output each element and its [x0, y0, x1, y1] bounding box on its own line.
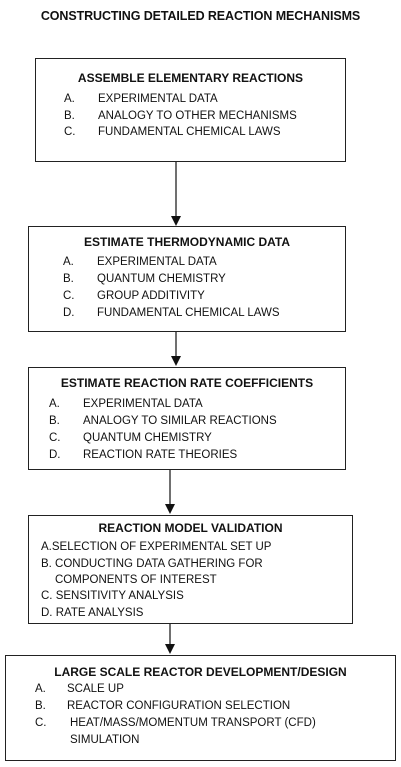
arrow-1 — [171, 162, 181, 226]
list-item: B. CONDUCTING DATA GATHERING FOR — [41, 558, 263, 570]
list-item: D. FUNDAMENTAL CHEMICAL LAWS — [63, 307, 280, 319]
box-title: ESTIMATE REACTION RATE COEFFICIENTS — [60, 376, 314, 390]
arrow-3 — [165, 470, 175, 514]
list-item: C. GROUP ADDITIVITY — [63, 290, 205, 302]
arrow-4 — [165, 624, 175, 654]
list-item: B. ANALOGY TO OTHER MECHANISMS — [64, 110, 297, 122]
list-item: B. ANALOGY TO SIMILAR REACTIONS — [49, 415, 277, 427]
box-title: ESTIMATE THERMODYNAMIC DATA — [84, 235, 290, 249]
list-item: A. EXPERIMENTAL DATA — [63, 256, 217, 268]
list-item: C. QUANTUM CHEMISTRY — [49, 432, 212, 444]
box-estimate-thermodynamic-data — [28, 226, 346, 332]
list-item: D. REACTION RATE THEORIES — [49, 449, 238, 461]
box-title: ASSEMBLE ELEMENTARY REACTIONS — [77, 71, 304, 85]
list-item: B. QUANTUM CHEMISTRY — [63, 273, 226, 285]
list-item: A. EXPERIMENTAL DATA — [64, 93, 218, 105]
box-title: LARGE SCALE REACTOR DEVELOPMENT/DESIGN — [54, 665, 347, 679]
arrow-2 — [171, 332, 181, 366]
list-item: B. REACTOR CONFIGURATION SELECTION — [35, 700, 291, 712]
box-estimate-reaction-rate-coefficients — [28, 367, 346, 470]
list-item-continuation: COMPONENTS OF INTEREST — [55, 574, 217, 586]
list-item: A. EXPERIMENTAL DATA — [49, 398, 203, 410]
list-item-continuation: SIMULATION — [70, 734, 140, 746]
box-reaction-model-validation — [28, 515, 353, 624]
box-assemble-elementary-reactions — [35, 58, 346, 162]
box-large-scale-reactor-design — [5, 655, 396, 761]
diagram-title: CONSTRUCTING DETAILED REACTION MECHANISMS — [40, 9, 361, 23]
list-item: D. RATE ANALYSIS — [41, 607, 144, 619]
box-title: REACTION MODEL VALIDATION — [98, 521, 283, 535]
list-item: C. SENSITIVITY ANALYSIS — [41, 590, 184, 602]
list-item: C. FUNDAMENTAL CHEMICAL LAWS — [64, 126, 281, 138]
list-item: A. SCALE UP — [35, 683, 124, 695]
list-item: A.SELECTION OF EXPERIMENTAL SET UP — [41, 541, 272, 553]
list-item: C. HEAT/MASS/MOMENTUM TRANSPORT (CFD) — [35, 717, 316, 729]
